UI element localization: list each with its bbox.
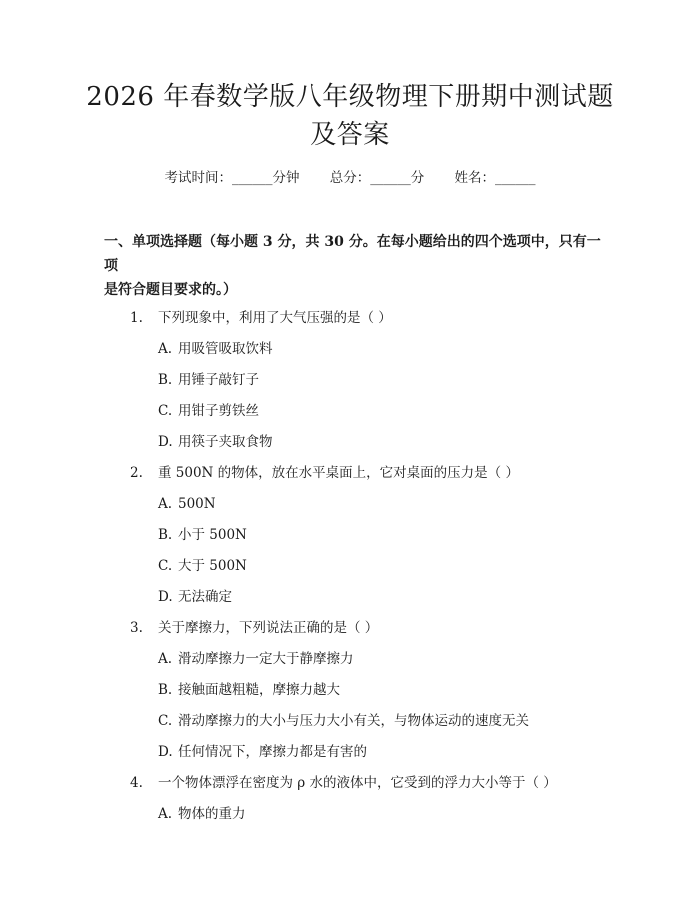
- question-number: 1.: [130, 310, 143, 326]
- question-number: 2.: [130, 465, 143, 481]
- question-2-option-a: [158, 494, 216, 514]
- page-title: [60, 78, 640, 154]
- question-1-option-b: [158, 370, 259, 390]
- question-number: 4.: [130, 775, 143, 791]
- question-2-option-b: [158, 525, 247, 545]
- option-text: 用钳子剪铁丝: [178, 403, 259, 419]
- question-2-option-d: [158, 587, 232, 607]
- option-letter: D.: [158, 434, 173, 450]
- option-text: 任何情况下，摩擦力都是有害的: [178, 744, 367, 760]
- option-letter: A.: [158, 496, 173, 512]
- section-heading-line-1: 一、单项选择题（每小题 3 分，共 30 分。在每小题给出的四个选项中，只有一项: [104, 234, 601, 274]
- option-letter: D.: [158, 589, 173, 605]
- option-letter: D.: [158, 744, 173, 760]
- question-1-option-c: [158, 401, 259, 421]
- option-letter: C.: [158, 558, 173, 574]
- question-3-option-b: [158, 680, 340, 700]
- question-3-option-c: [158, 711, 529, 731]
- option-text: 滑动摩擦力一定大于静摩擦力: [178, 651, 354, 667]
- question-text: 重 500N 的物体，放在水平桌面上，它对桌面的压力是（ ）: [158, 465, 519, 481]
- option-text: 物体的重力: [178, 806, 246, 822]
- option-text: 小于 500N: [178, 527, 247, 543]
- question-text: 关于摩擦力，下列说法正确的是（ ）: [158, 620, 379, 636]
- section-heading: [104, 230, 604, 302]
- question-text: 一个物体漂浮在密度为 ρ 水的液体中，它受到的浮力大小等于（ ）: [158, 775, 557, 791]
- question-3-option-d: [158, 742, 367, 762]
- option-letter: C.: [158, 403, 173, 419]
- question-number: 3.: [130, 620, 143, 636]
- option-text: 用锤子敲钉子: [178, 372, 259, 388]
- section-heading-line-2: 是符合题目要求的。）: [104, 282, 237, 298]
- question-3: [130, 618, 378, 638]
- option-text: 500N: [178, 496, 216, 512]
- option-text: 接触面越粗糙，摩擦力越大: [178, 682, 340, 698]
- option-letter: C.: [158, 713, 173, 729]
- title-line-1: 2026 年春数学版八年级物理下册期中测试题: [86, 82, 614, 112]
- option-letter: A.: [158, 341, 173, 357]
- question-2-option-c: [158, 556, 247, 576]
- question-3-option-a: [158, 649, 354, 669]
- question-1-option-a: [158, 339, 273, 359]
- option-text: 用吸管吸取饮料: [178, 341, 273, 357]
- question-text: 下列现象中，利用了大气压强的是（ ）: [158, 310, 392, 326]
- option-text: 滑动摩擦力的大小与压力大小有关，与物体运动的速度无关: [178, 713, 529, 729]
- option-text: 用筷子夹取食物: [178, 434, 273, 450]
- question-4-option-a: [158, 804, 246, 824]
- total-score-field: 总分：______分: [329, 170, 425, 186]
- student-name-field: 姓名：______: [454, 170, 536, 186]
- exam-time-field: 考试时间：______分钟: [164, 170, 300, 186]
- option-letter: A.: [158, 651, 173, 667]
- exam-info-line: [0, 168, 700, 188]
- option-text: 无法确定: [178, 589, 232, 605]
- option-letter: B.: [158, 527, 173, 543]
- question-1: [130, 308, 392, 328]
- question-4: [130, 773, 557, 793]
- option-letter: B.: [158, 682, 173, 698]
- option-letter: B.: [158, 372, 173, 388]
- question-1-option-d: [158, 432, 273, 452]
- option-text: 大于 500N: [178, 558, 247, 574]
- title-line-2: 及答案: [310, 120, 390, 150]
- question-2: [130, 463, 519, 483]
- option-letter: A.: [158, 806, 173, 822]
